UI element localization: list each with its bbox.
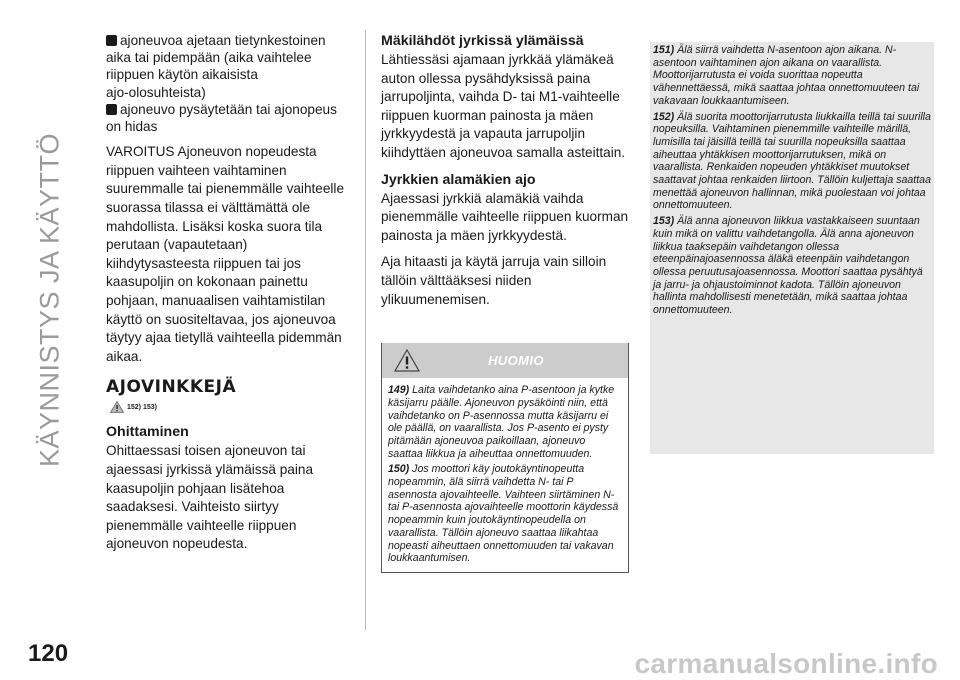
bullet-continuation: on hidas [106,119,158,135]
bullet-icon [106,35,117,46]
bullet-text: ajoneuvo pysäytetään tai ajonopeus [120,101,337,117]
watermark: carmanualsonline.info [634,648,938,679]
reference-marker [110,401,350,413]
chapter-side-title: KÄYNNISTYS JA KÄYTTÖ [34,132,65,468]
reference-numbers: 152) 153) [127,403,157,411]
warning-triangle-icon [394,349,420,372]
bullet-continuation: riippuen käytön aikaisista [106,67,258,83]
warning-paragraph: VAROITUS Ajoneuvon nopeudesta riippuen vaihteen vaihtaminen suuremmalle tai pienemmälle vaihteelle suorassa tilassa ei välttämättä ole mahdollista. Lisäksi koska suora tila perutaan (vapautetaan) kiihdytysasteesta riippuen tai jos kaasupoljin on kokonaan painettu pohjaan, manuaalisen vaihtamistilan käyttö on suositeltavaa, jos ajoneuvoa täytyy ajaa tietyllä vaihteella pidemmän aikaa. [106,144,345,364]
bullet-continuation: ajo-olosuhteista) [106,84,206,100]
bullet-continuation: aika tai pidempään (aika vaihtelee [106,50,312,66]
column-2 [381,32,629,573]
note-item [388,463,622,565]
note-text: Älä suorita moottorijarrutusta liukkailla teillä tai suurilla nopeuksilla. Vaihtaminen pienemmille vaihteille märillä, lumisilla tai jäisillä teillä tai suurilla nopeuksilla saattaa aiheuttaa yhtäkkisen moottorijarrutuksen, mikä on vaarallista. Renkaiden nopeuden yhtäkkiset muutokset saattavat johtaa renkaiden liirtoon. Tällöin kuljettaja saattaa menettää ajoneuvon hallinnan, mikä puolestaan voi johtaa onnettomuuteen. [653,110,931,212]
subsection-title: Ohittaminen [106,424,189,441]
column-1 [106,32,350,554]
body-paragraph: Lähtiessäsi ajamaan jyrkkää ylämäkeä auton ollessa pysähdyksissä paina jarrupoljinta, vaihda D- tai M1-vaihteelle riippuen kuorman painosta ja mäen jyrkkyydestä ja vapauta jarrupoljin kiihdyttäen ajoneuvoa samalla asteittain. [381,52,626,160]
notice-box [381,343,629,573]
note-number: 149) [388,384,410,397]
body-paragraph: Ohittaessasi toisen ajoneuvon tai ajaessasi jyrkissä ylämäissä paina kaasupoljin pohjaan lisätehoa saadaksesi. Vaihteisto siirtyy pienemmälle vaihteelle riippuen ajoneuvon nopeudesta. [106,443,314,552]
subsection-title: Mäkilähdöt jyrkissä ylämäissä [381,33,584,49]
note-item [653,111,931,213]
notice-title: HUOMIO [488,353,544,369]
notice-body [382,378,628,572]
note-text: Älä anna ajoneuvon liikkua vastakkaiseen suuntaan kuin mikä on valittu vaihdetangolla. Älä anna ajoneuvon liikkua taaksepäin vaihdetangon ollessa eteenpäinajoasennossa äläkä eteenpäin vaihdetangon ollessa peruutusajoasennossa. Moottori saattaa pysähtyä ja jarru- ja ohjaustoiminnot kadota. Tällöin ajoneuvon hallinta mahdollisesti menetetään, mikä saattaa johtaa onnettomuuteen. [653,215,923,317]
bullet-icon [106,104,117,115]
note-item [388,384,622,460]
note-number: 150) [388,463,410,476]
bullet-item [106,101,350,118]
column-divider [365,30,366,630]
note-number: 152) [653,110,675,123]
subsection-title: Jyrkkien alamäkien ajo [381,171,536,188]
note-number: 153) [653,215,675,228]
body-paragraph: Ajaessasi jyrkkiä alamäkiä vaihda pienemmälle vaihteelle riippuen kuorman painosta ja mäen jyrkkyydestä. [381,190,629,243]
warning-triangle-icon [110,401,124,413]
note-text: Jos moottori käy joutokäyntinopeutta nopeammin, älä siirrä vaihdetta N- tai P asennosta ajovaihteelle. Vaihteen siirtäminen N- tai P-asennosta ajovaihteelle moottorin käydessä nopeammin kuin joutokäyntinopeudella on vaarallista. Tällöin ajoneuvo saattaa liikahtaa nopeasti aiheuttaen onnettomuuden tai vakavan loukkaantumisen. [388,463,619,565]
bullet-item [106,32,350,49]
notice-header [382,343,628,378]
bullet-text: ajoneuvoa ajetaan tietynkestoinen [120,33,326,48]
note-number: 151) [653,44,675,56]
body-paragraph: Aja hitaasti ja käytä jarruja vain silloin tällöin välttääksesi niiden ylikuumenemisen. [381,254,607,307]
column-3-notes [650,42,934,454]
note-text: Älä siirrä vaihdetta N-asentoon ajon aikana. N-asentoon vaihtaminen ajon aikana on vaarallista. Moottorijarrutusta ei voida suorittaa nopeutta vähennettäessä, mikä saattaa johtaa onnettomuuteen tai vakavaan loukkaantumiseen. [653,44,920,107]
note-item [653,44,931,108]
note-item [653,215,931,317]
section-title: AJOVINKKEJÄ [106,377,237,398]
note-text: Laita vaihdetanko aina P-asentoon ja kytke käsijarru päälle. Ajoneuvon pysäköinti niin, että vaihdetanko on P-asennossa mutta käsijarru ei ole päällä, on vaarallista. Jos P-asento ei pysty pitämään ajoneuvoa paikoillaan, ajoneuvo saattaa liikkua ja aiheuttaa onnettomuuden. [388,384,615,460]
page-number: 120 [28,640,69,667]
